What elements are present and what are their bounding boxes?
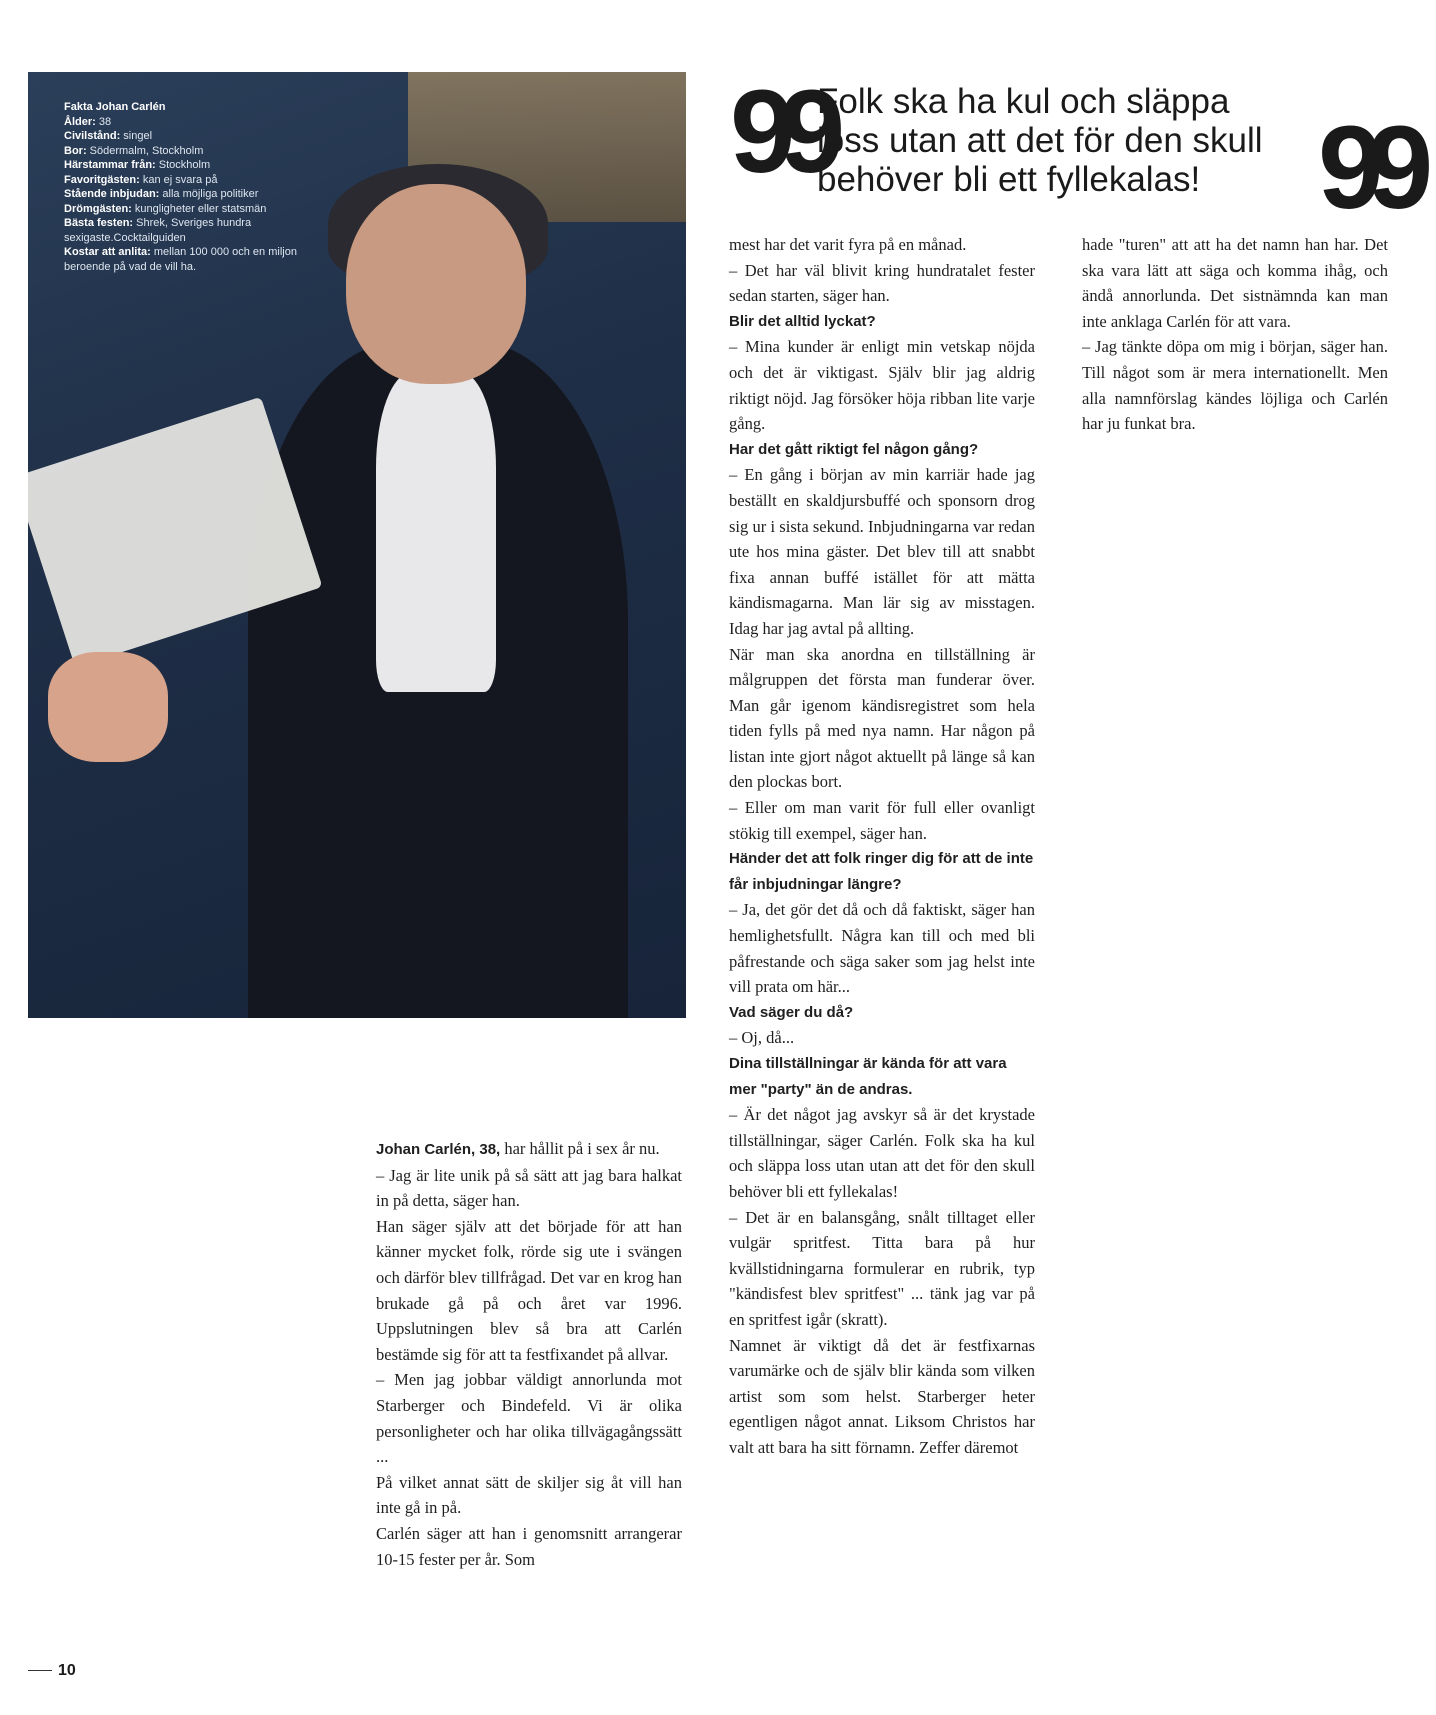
fact-label: Härstammar från: (64, 159, 156, 171)
interview-question: Dina tillställningar är kända för att vara mer "party" än de andras. (729, 1055, 1007, 1098)
paragraph: – Det har väl blivit kring hundratalet fester sedan starten, säger han. (729, 260, 1035, 306)
fact-value: mellan 100 000 och en miljon beroende på vad de vill ha. (64, 246, 297, 273)
pull-quote-line: Folk ska ha kul och släppa (817, 82, 1230, 121)
paragraph: Han säger själv att det började för att han känner mycket folk, rörde sig ute i svängen och därför blev tillfrågad. Det var en krog han brukade gå på och året var 1996. Uppslutningen blev så bra att Carlén bestämde sig för att ta festfixandet på allvar. (376, 1216, 682, 1364)
portrait-photo (28, 72, 686, 1018)
article-column-1 (376, 1136, 682, 1572)
paragraph: – Oj, då... (729, 1028, 795, 1048)
pull-quote (817, 82, 1337, 199)
fact-label: Stående inbjudan: (64, 188, 160, 200)
paragraph: – Är det något jag avskyr så är det krystade tillställningar, säger Carlén. Folk ska ha kul och släppa loss utan utan att det för den skull behöver bli ett fyllekalas! (729, 1105, 1035, 1201)
fact-label: Kostar att anlita: (64, 246, 151, 258)
fact-label: Ålder: (64, 115, 96, 128)
lead-name: Johan Carlén, 38, (376, 1141, 501, 1158)
article-column-3 (1082, 232, 1388, 437)
pull-quote-line: loss utan att det för den skull (817, 121, 1263, 160)
fact-row (64, 202, 304, 217)
fact-label: Civilstånd: (64, 130, 121, 142)
paragraph: hade "turen" att att ha det namn han har. Det ska vara lätt att säga och komma ihåg, och ändå annorlunda. Det sistnämnda kan man inte anklaga Carlén för att vara. (1082, 235, 1388, 331)
page-number-rule (28, 1670, 52, 1671)
fact-label: Bästa festen: (64, 217, 134, 229)
page-number-value: 10 (58, 1662, 76, 1679)
fact-row (64, 245, 304, 274)
lead-paragraph (376, 1136, 682, 1163)
lead-text: har hållit på i sex år nu. (500, 1139, 660, 1158)
paragraph: – Jag är lite unik på så sätt att jag bara halkat in på detta, säger han. (376, 1165, 682, 1211)
interview-question: Vad säger du då? (729, 1003, 854, 1021)
open-quote-mark: 99 (730, 66, 830, 198)
paragraph: När man ska anordna en tillställning är målgruppen det första man funderar över. Man går igenom kändisregistret som hela tiden fylls på med nya namn. Har någon på listan inte gjort något aktuellt på länge så kan den plockas bort. (729, 644, 1035, 792)
fact-row (64, 144, 304, 159)
fact-value: singel (120, 130, 153, 142)
fact-row (64, 173, 304, 188)
fact-value: kan ej svara på (139, 173, 218, 186)
fact-row (64, 216, 304, 245)
fact-label: Bor: (64, 144, 87, 157)
fact-value: kungligheter eller statsmän (131, 202, 267, 215)
interview-question: Har det gått riktigt fel någon gång? (729, 440, 979, 458)
fact-row (64, 129, 304, 144)
fact-label: Fakta Johan Carlén (64, 101, 166, 113)
fact-value: alla möjliga politiker (159, 188, 259, 200)
article-column-2 (729, 232, 1035, 1461)
paragraph: – En gång i början av min karriär hade jag beställt en skaldjursbuffé och sponsorn drog sig ur i sista sekund. Inbjudningarna var redan ute hos mina gäster. Det blev till att snabbt fixa annan buffé istället för att mätta kändismagarna. Man lär sig av misstagen. Idag har jag avtal på allting. (729, 465, 1035, 638)
paragraph: – Ja, det gör det då och då faktiskt, säger han hemlighetsfullt. Några kan till och med bli påfrestande och säga saker som jag helst inte vill prata om här... (729, 900, 1035, 997)
paragraph: Carlén säger att han i genomsnitt arrangerar 10-15 fester per år. Som (376, 1523, 682, 1569)
fact-value: Stockholm (155, 159, 211, 171)
paragraph: – Jag tänkte döpa om mig i början, säger han. Till något som är mera internationellt. Men alla namnförslag kändes löjliga och Carlén har ju funkat bra. (1082, 337, 1388, 434)
paragraph: Namnet är viktigt då det är festfixarnas varumärke och de själv blir kända som vilken artist som som helst. Starberger heter egentligen något annat. Liksom Christos har valt att bara ha sitt förnamn. Zeffer däremot (729, 1335, 1035, 1457)
fact-row (64, 115, 304, 130)
interview-question: Händer det att folk ringer dig för att de inte får inbjudningar längre? (729, 850, 1034, 893)
pull-quote-line: behöver bli ett fyllekalas! (817, 160, 1201, 199)
figure-face (346, 184, 526, 384)
fact-label: Drömgästen: (64, 202, 132, 215)
paragraph: mest har det varit fyra på en månad. (729, 235, 967, 254)
paragraph: – Men jag jobbar väldigt annorlunda mot Starberger och Bindefeld. Vi är olika personligheter och har olika tillvägagångssätt ... (376, 1370, 682, 1467)
fact-row (64, 100, 304, 115)
fact-label: Favoritgästen: (64, 173, 140, 186)
fact-row (64, 158, 304, 173)
page-number (28, 1662, 76, 1680)
paragraph: – Det är en balansgång, snålt tilltaget eller vulgär spritfest. Titta bara på hur kvällstidningarna formulerar en rubrik, typ "kändisfest blev spritfest" ... tänk jag var på en spritfest igår (skratt). (729, 1207, 1035, 1329)
fact-row (64, 187, 304, 202)
fact-value: Shrek, Sveriges hundra sexigaste.Cocktailguiden (64, 217, 252, 244)
paragraph: På vilket annat sätt de skiljer sig åt vill han inte gå in på. (376, 1472, 682, 1518)
foreground-hand (48, 652, 168, 762)
paragraph: – Eller om man varit för full eller ovanligt stökig till exempel, säger han. (729, 798, 1035, 843)
paragraph: – Mina kunder är enligt min vetskap nöjda och det är viktigast. Själv blir jag aldrig riktigt nöjd. Jag försöker höja ribban lite varje gång. (729, 337, 1035, 434)
fact-value: Södermalm, Stockholm (86, 144, 204, 157)
interview-question: Blir det alltid lyckat? (729, 312, 876, 330)
fact-box (64, 100, 304, 274)
close-quote-mark: 99 (1318, 102, 1418, 234)
figure-shirt (376, 372, 496, 692)
fact-value: 38 (95, 115, 112, 128)
